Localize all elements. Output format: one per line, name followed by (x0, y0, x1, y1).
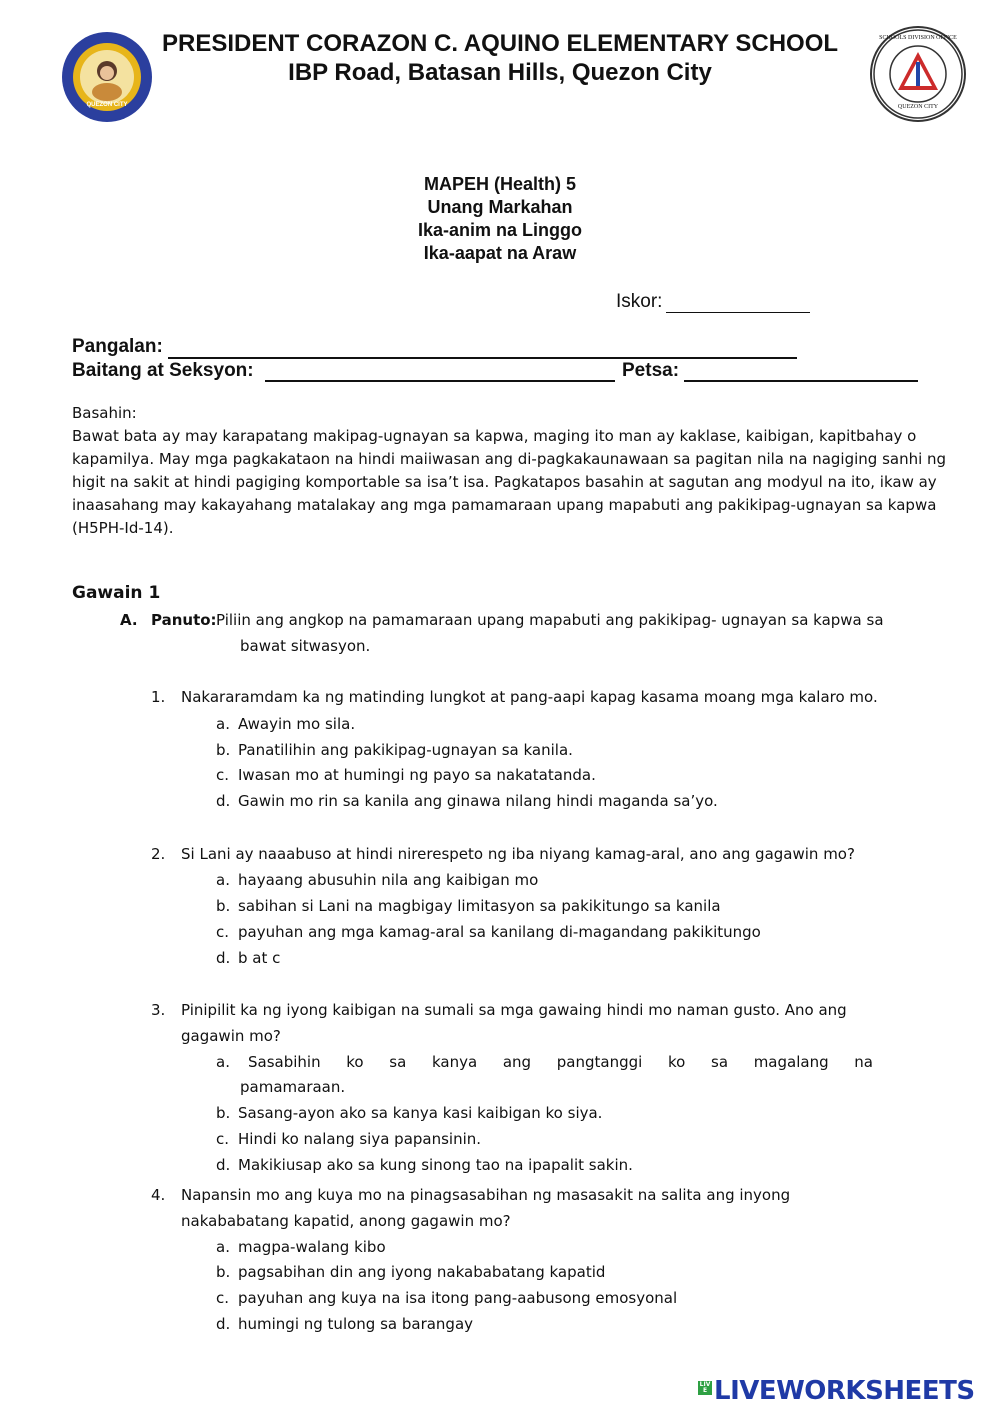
grade-section-blank[interactable] (265, 380, 615, 382)
week-title: Ika-anim na Linggo (417, 220, 582, 240)
reading-label: Basahin: (72, 404, 137, 422)
question-number: 3. (151, 1001, 166, 1019)
choice-text[interactable]: pagsabihan din ang iyong nakababatang kapatid (238, 1263, 606, 1281)
choice-letter: c. (216, 1130, 230, 1148)
instruction-text: bawat sitwasyon. (240, 637, 371, 655)
question-number: 2. (151, 845, 166, 863)
choice-letter: d. (216, 949, 231, 967)
division-logo-right (870, 26, 966, 122)
date-label: Petsa: (622, 360, 680, 381)
choice-letter: a. (216, 715, 230, 733)
question-text: gagawin mo? (181, 1027, 281, 1045)
section-letter: A. (120, 611, 138, 629)
school-name: PRESIDENT CORAZON C. AQUINO ELEMENTARY SCHOOL (161, 30, 839, 57)
reading-line: Bawat bata ay may karapatang makipag-ugnayan sa kapwa, maging ito man ay kaklase, kaibigan, kapitbahay o (72, 427, 917, 445)
instruction-text: Piliin ang angkop na pamamaraan upang mapabuti ang pakikipag- ugnayan sa kapwa sa (216, 611, 884, 629)
question-text: Si Lani ay naaabuso at hindi nirerespeto ng iba niyang kamag-aral, ano ang gagawin mo? (181, 845, 855, 863)
choice-text[interactable]: sabihan si Lani na magbigay limitasyon sa pakikitungo sa kanila (238, 897, 721, 915)
activity-title: Gawain 1 (72, 583, 161, 603)
choice-text[interactable]: Makikiusap ako sa kung sinong tao na ipapalit sakin. (238, 1156, 633, 1174)
name-blank[interactable] (168, 357, 797, 359)
reading-line: inaasahang may kakayahang matalakay ang mga pamamaraan upang mapabuti ang pakikipag-ugnayan sa kapwa (72, 496, 937, 514)
question-text: Nakararamdam ka ng matinding lungkot at pang-aapi kapag kasama moang mga kalaro mo. (181, 688, 878, 706)
question-text: Napansin mo ang kuya mo na pinagsasabihan ng masasakit na salita ang inyong (181, 1186, 791, 1204)
reading-line: higit na sakit at hindi pagiging komportable sa isa’t isa. Pagkatapos basahin at sagutan ang modyul na ito, ikaw ay (72, 473, 937, 491)
choice-letter: c. (216, 923, 230, 941)
choice-text[interactable]: payuhan ang mga kamag-aral sa kanilang di-magandang pakikitungo (238, 923, 761, 941)
choice-letter: b. (216, 897, 231, 915)
choice-text[interactable]: Panatilihin ang pakikipag-ugnayan sa kanila. (238, 741, 573, 759)
choice-text[interactable]: Sasang-ayon ako sa kanya kasi kaibigan ko siya. (238, 1104, 603, 1122)
choice-text[interactable]: Sasabihin ko sa kanya ang pangtanggi ko sa magalang na (248, 1053, 873, 1071)
question-text: nakababatang kapatid, anong gagawin mo? (181, 1212, 511, 1230)
date-blank[interactable] (684, 380, 918, 382)
day-title: Ika-aapat na Araw (423, 243, 577, 263)
choice-letter: b. (216, 1104, 231, 1122)
left-logo-text: QUEZON CITY (86, 102, 128, 108)
choice-letter: a. (216, 1053, 230, 1071)
instruction-label: Panuto: (151, 611, 217, 629)
question-text: Pinipilit ka ng iyong kaibigan na sumali sa mga gawaing hindi mo naman gusto. Ano ang (181, 1001, 847, 1019)
question-number: 4. (151, 1186, 166, 1204)
liveworksheets-badge: LIVE (699, 1381, 711, 1394)
choice-text[interactable]: Gawin mo rin sa kanila ang ginawa nilang hindi maganda sa’yo. (238, 792, 718, 810)
reading-line: (H5PH-Id-14). (72, 519, 174, 537)
choice-text[interactable]: magpa-walang kibo (238, 1238, 386, 1256)
quarter-title: Unang Markahan (427, 197, 573, 217)
score-blank[interactable] (666, 312, 810, 313)
right-logo-bottom-text: QUEZON CITY (897, 104, 939, 110)
right-logo-top-text: SCHOOLS DIVISION OFFICE (879, 35, 957, 41)
school-address: IBP Road, Batasan Hills, Quezon City (288, 59, 712, 86)
choice-text[interactable]: Iwasan mo at humingi ng payo sa nakatatanda. (238, 766, 596, 784)
subject-title: MAPEH (Health) 5 (423, 174, 576, 194)
choice-text[interactable]: Awayin mo sila. (238, 715, 356, 733)
name-label: Pangalan: (72, 336, 163, 357)
choice-letter: b. (216, 1263, 231, 1281)
grade-section-label: Baitang at Seksyon: (72, 360, 254, 381)
choice-text[interactable]: humingi ng tulong sa barangay (238, 1315, 474, 1333)
choice-text[interactable]: pamamaraan. (240, 1078, 346, 1096)
score-label: Iskor: (616, 291, 663, 312)
choice-text[interactable]: b at c (238, 949, 281, 967)
choice-letter: c. (216, 1289, 230, 1307)
choice-text[interactable]: hayaang abusuhin nila ang kaibigan mo (238, 871, 539, 889)
choice-text[interactable]: payuhan ang kuya na isa itong pang-aabusong emosyonal (238, 1289, 678, 1307)
choice-letter: d. (216, 792, 231, 810)
choice-letter: c. (216, 766, 230, 784)
choice-text[interactable]: Hindi ko nalang siya papansinin. (238, 1130, 482, 1148)
liveworksheets-logo: LIVEWORKSHEETS (714, 1376, 975, 1406)
choice-letter: a. (216, 871, 230, 889)
reading-line: kapamilya. May mga pagkakataon na hindi maiiwasan ang di-pagkakaunawaan sa pagitan nila na nagiging sanhi ng (72, 450, 947, 468)
question-number: 1. (151, 688, 166, 706)
choice-letter: d. (216, 1156, 231, 1174)
choice-letter: d. (216, 1315, 231, 1333)
choice-letter: b. (216, 741, 231, 759)
choice-letter: a. (216, 1238, 230, 1256)
